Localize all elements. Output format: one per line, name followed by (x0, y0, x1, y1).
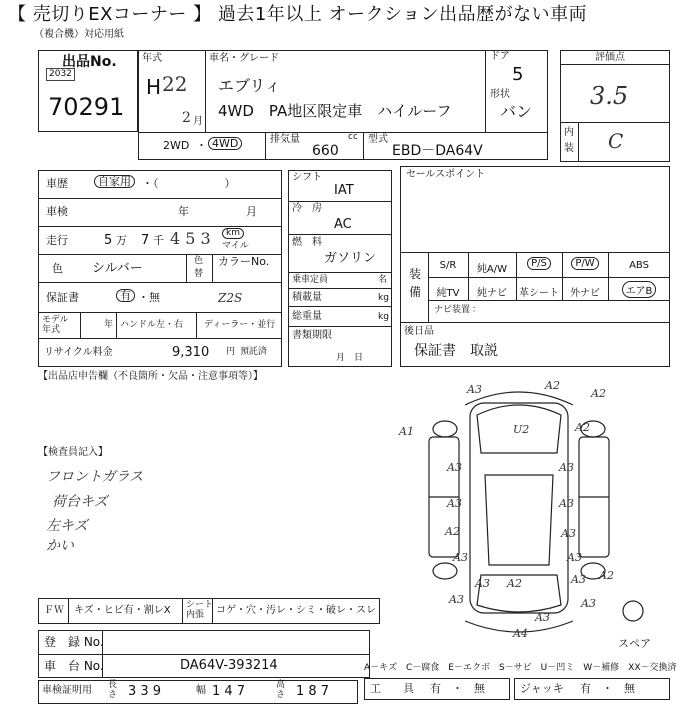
damage-mark: A3 (447, 461, 462, 474)
book-unit: 月 日 (336, 353, 364, 363)
damage-mark: A3 (449, 593, 464, 606)
equip-ext-navi: 外ナビ (570, 288, 600, 299)
evaluation-label: 評価点 (595, 52, 625, 63)
lot-number-value: 70291 (48, 93, 125, 121)
page-header-subtitle: （複合機）対応用紙 (34, 29, 124, 40)
year-label: 年式 (142, 53, 162, 64)
dealer-label: ディーラー・並行 (204, 320, 276, 330)
ac-label: 冷 房 (292, 203, 322, 214)
name-grade-label: 車名・グレード (209, 53, 279, 64)
mileage-10k: 5 (104, 233, 113, 248)
damage-mark: A2 (445, 525, 460, 538)
damage-mark: A2 (545, 379, 560, 392)
inspection-label: 車検 (46, 205, 68, 218)
warranty-label: 保証書 (46, 291, 79, 304)
equip-tv: 純TV (436, 288, 460, 299)
color-value: シルバー (92, 261, 143, 276)
fuel-value: ガソリン (324, 251, 377, 266)
ac-value: AC (334, 217, 352, 232)
history-value: 自家用 (94, 175, 135, 188)
color-swap-top: 色 (194, 256, 204, 266)
jack-value: 有 ・ 無 (580, 682, 635, 695)
fuel-label: 燃 料 (292, 237, 322, 248)
sales-point-label: セールスポイント (406, 169, 486, 180)
equipment-label-bottom: 備 (409, 285, 422, 299)
fw-items: キズ・ヒビ有・割レX (74, 605, 171, 616)
navi-label: ナビ装置 (434, 305, 471, 315)
shift-label: シフト (292, 172, 322, 183)
color-label: 色 (52, 262, 63, 275)
handle-value: 左・右 (156, 320, 184, 330)
history-label: 車歴 (46, 177, 68, 190)
chassis-value: DA64V-393214 (180, 658, 278, 673)
year-value: 22 (162, 72, 188, 96)
load-label: 積載量 (292, 292, 322, 303)
mileage-label: 走行 (46, 234, 68, 247)
year-era: H (146, 75, 162, 99)
inspection-month-unit: 月 (246, 205, 257, 218)
mileage-1k-unit: 千 (153, 234, 164, 247)
interior-label-bottom: 装 (564, 143, 574, 154)
damage-mark: A1 (399, 425, 414, 438)
mileage-rest: 4 5 3 (170, 229, 211, 248)
damage-mark: A3 (567, 551, 582, 564)
damage-mark: A3 (467, 383, 482, 396)
drive-4wd: 4WD (208, 137, 242, 150)
warranty-yes: 有 (116, 289, 135, 302)
door-value: 5 (512, 64, 524, 85)
evaluation-score: 3.5 (590, 82, 629, 110)
height-value: 1 8 7 (296, 684, 330, 699)
damage-mark: A2 (575, 421, 590, 434)
report-label: 【出品店申告欄（不良箇所・欠品・注意事項等）】 (38, 371, 263, 382)
drive-separator: ・ (196, 139, 207, 152)
vehicle-name: エブリィ (218, 76, 281, 95)
equip-leather: 革シート (519, 288, 559, 299)
model-label: 型式 (368, 134, 388, 145)
equip-sr: S/R (439, 260, 457, 271)
fw-label: ＦＷ (44, 605, 64, 616)
length-value: 3 3 9 (128, 684, 162, 699)
equip-navi: 純ナビ (477, 288, 507, 299)
interior-label-top: 内 (564, 127, 574, 138)
interior-score: C (608, 129, 624, 153)
damage-mark: A3 (581, 597, 596, 610)
color-swap-bottom: 替 (194, 269, 204, 279)
inspector-note-1: フロントガラス (46, 469, 144, 485)
damage-mark: A4 (513, 627, 528, 640)
history-rest: ・（ ） (142, 177, 236, 190)
damage-mark: A3 (535, 611, 550, 624)
equip-ps: P/S (516, 257, 562, 270)
legend-codes: A－キズ C－腐食 E－エクボ S－サビ U－凹ミ W－補修 XX－交換済 (364, 663, 677, 673)
sheet-label: シート 内張 (186, 600, 214, 620)
capacity-label: 乗車定員 (292, 275, 329, 285)
model-year-label: モデル 年式 (42, 315, 69, 335)
damage-mark: A3 (571, 573, 586, 586)
width-value: 1 4 7 (212, 684, 246, 699)
inspector-note-2: 荷台キズ (52, 494, 108, 510)
navi-value: ： (472, 305, 482, 315)
damage-mark: U2 (513, 423, 530, 436)
later-items-value: 保証書 取説 (414, 343, 498, 359)
recycle-value: 9,310 (172, 345, 210, 360)
drive-2wd: 2WD (163, 139, 190, 152)
model-year-unit: 年 (104, 320, 114, 330)
warranty-note: Z2S (218, 291, 243, 305)
damage-mark: A3 (447, 497, 462, 510)
shape-label: 形状 (490, 89, 510, 100)
capacity-unit: 名 (378, 275, 388, 285)
damage-mark: A2 (591, 387, 606, 400)
damage-mark: A3 (453, 551, 468, 564)
length-label: 長 さ (108, 680, 118, 700)
damage-mark: A3 (559, 461, 574, 474)
damage-mark: A3 (475, 577, 490, 590)
door-label: ドア (490, 51, 510, 62)
recycle-label: リサイクル料金 (44, 347, 113, 358)
height-label: 高 さ (276, 680, 286, 700)
cc-unit: cc (348, 132, 358, 142)
lot-stamp: 2032 (46, 68, 75, 81)
year-month: 2 (182, 110, 191, 126)
equip-pw: P/W (562, 257, 608, 270)
sheet-items: コゲ・穴・汚レ・シミ・破レ・スレ (216, 605, 376, 616)
certificate-label: 車検証明用 (42, 685, 92, 696)
mileage-10k-unit: 万 (116, 234, 127, 247)
damage-mark: A2 (599, 569, 614, 582)
inspector-note-3: 左キズ (46, 518, 88, 534)
equipment-label-top: 装 (409, 267, 422, 281)
mileage-1k: 7 (141, 233, 150, 248)
inspection-year-unit: 年 (178, 205, 189, 218)
tools-label: 工 具 (370, 682, 414, 695)
recycle-note: 預託済 (240, 347, 268, 357)
width-label: 幅 (196, 685, 206, 696)
equip-airbag: エアB (608, 281, 670, 298)
damage-mark: A3 (559, 497, 574, 510)
color-no-label: カラーNo. (218, 255, 270, 268)
vehicle-grade: 4WD PA地区限定車 ハイルーフ (218, 102, 452, 120)
book-label: 書類期限 (292, 330, 332, 341)
chassis-label: 車 台 No. (44, 659, 104, 673)
equip-abs: ABS (629, 260, 649, 271)
inspector-label: 【検査員記入】 (38, 447, 108, 458)
registration-label: 登 録 No. (44, 635, 104, 649)
page-header-title: 【 売切りEXコーナー 】 過去1年以上 オークション出品歴がない車両 (8, 4, 588, 25)
displacement-value: 660 (312, 143, 339, 159)
damage-mark: A2 (507, 577, 522, 590)
handle-label: ハンドル (120, 320, 157, 330)
damage-mark: A3 (561, 527, 576, 540)
year-month-unit: 月 (193, 116, 203, 127)
shape-value: バン (500, 102, 533, 121)
shift-value: IAT (334, 183, 354, 198)
km-unit: km (222, 228, 244, 239)
jack-label: ジャッキ (520, 682, 564, 695)
tools-value: 有 ・ 無 (430, 682, 485, 695)
spare-label: スペア (618, 637, 651, 650)
gross-unit: kg (378, 312, 389, 322)
warranty-no: ・無 (138, 291, 160, 304)
recycle-unit: 円 (226, 347, 236, 357)
later-items-label: 後日品 (404, 326, 434, 337)
equip-aw: 純A/W (476, 264, 508, 275)
gross-label: 総重量 (292, 311, 322, 322)
displacement-label: 排気量 (270, 134, 300, 145)
vehicle-damage-diagram (395, 375, 670, 640)
model-value: EBD－DA64V (392, 143, 483, 159)
lot-number-label: 出品No. (62, 54, 117, 70)
mile-unit: マイル (222, 241, 249, 251)
inspector-note-4: かい (46, 538, 74, 554)
load-unit: kg (378, 293, 389, 303)
